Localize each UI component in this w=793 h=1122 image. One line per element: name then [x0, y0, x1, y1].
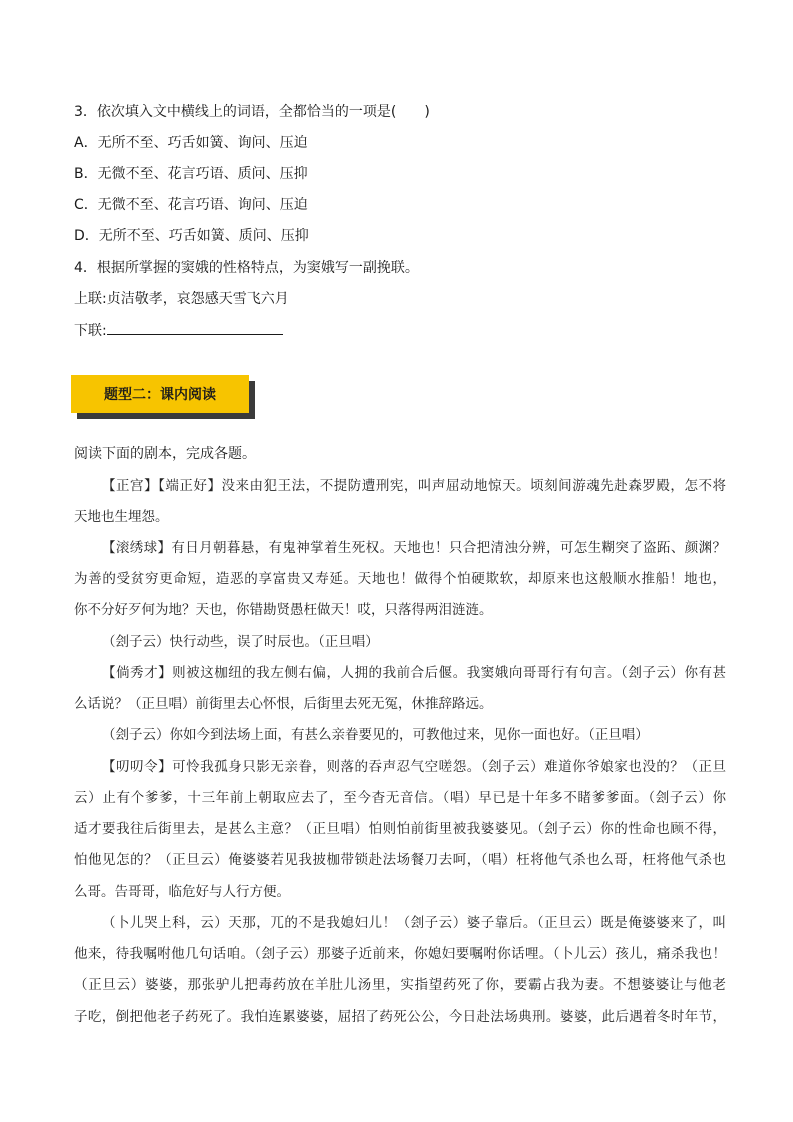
script-line: 他来，待我嘱咐他几句话咱。（刽子云）那婆子近前来，你媳妇要嘱咐你话哩。（卜儿云）孩儿，痛杀我也！ [74, 946, 726, 962]
lower-couplet-label: 下联: [74, 323, 107, 339]
question-3: 3．依次填入文中横线上的词语，全都恰当的一项是( ) [74, 104, 430, 120]
option-d: D．无所不至、巧舌如簧、质问、压抑 [74, 228, 309, 244]
question-4: 4．根据所掌握的窦娥的性格特点，为窦娥写一副挽联。 [74, 260, 419, 276]
script-line: 么话说？（正旦唱）前街里去心怀恨，后街里去死无冤，休推辞路远。 [74, 696, 493, 712]
lower-couplet [74, 320, 283, 341]
script-line: 【正宫】【端正好】没来由犯王法，不提防遭刑宪，叫声屈动地惊天。顷刻间游魂先赴森罗殿，怎不将 [102, 478, 726, 494]
script-line: （刽子云）快行动些，误了时辰也。（正旦唱） [102, 634, 379, 650]
script-line: 【倘秀才】则被这枷纽的我左侧右偏，人拥的我前合后偃。我窦娥向哥哥行有句言。（刽子云）你有甚 [102, 665, 726, 681]
script-line: 适才要我往后街里去，是甚么主意？（正旦唱）怕则怕前街里被我婆婆见。（刽子云）你的性命也顾不得， [74, 821, 726, 837]
banner-label: 题型二：课内阅读 [104, 387, 216, 403]
script-line: 么哥。告哥哥，临危好与人行方便。 [74, 884, 290, 900]
option-a: A．无所不至、巧舌如簧、询问、压迫 [74, 135, 308, 151]
script-line: 云）止有个爹爹，十三年前上朝取应去了，至今杳无音信。（唱）早已是十年多不睹爹爹面。（刽子云）你 [74, 790, 726, 806]
script-line: （正旦云）婆婆，那张驴儿把毒药放在羊肚儿汤里，实指望药死了你，要霸占我为妻。不想婆婆让与他老 [74, 977, 726, 993]
script-line: 你不分好歹何为地？天也，你错勘贤愚枉做天！哎，只落得两泪涟涟。 [74, 602, 493, 618]
script-line: 【滚绣球】有日月朝暮悬，有鬼神掌着生死权。天地也！只合把清浊分辨，可怎生糊突了盗跖、颜渊？ [102, 540, 726, 556]
script-line: （卜儿哭上科，云）天那，兀的不是我媳妇儿！（刽子云）婆子靠后。（正旦云）既是俺婆婆来了，叫 [102, 915, 726, 931]
script-line: 天地也生埋怨。 [74, 509, 169, 525]
upper-couplet: 上联:贞洁敬孝，哀怨感天雪飞六月 [74, 291, 289, 307]
option-c: C．无微不至、花言巧语、询问、压迫 [74, 197, 308, 213]
script-line: 【叨叨令】可怜我孤身只影无亲眷，则落的吞声忍气空嗟怨。（刽子云）难道你爷娘家也没的？（正旦 [102, 759, 726, 775]
script-line: 为善的受贫穷更命短，造恶的享富贵又寿延。天地也！做得个怕硬欺软，却原来也这般顺水推船！地也， [74, 571, 726, 587]
section-banner [71, 375, 257, 421]
script-line: 怕他见怎的？（正旦云）俺婆婆若见我披枷带锁赴法场餐刀去呵，（唱）枉将他气杀也么哥，枉将他气杀也 [74, 852, 726, 868]
option-b: B．无微不至、花言巧语、质问、压抑 [74, 166, 308, 182]
reading-intro: 阅读下面的剧本，完成各题。 [74, 446, 256, 462]
script-line: （刽子云）你如今到法场上面，有甚么亲眷要见的，可教他过来，见你一面也好。（正旦唱） [102, 727, 649, 743]
script-line: 子吃，倒把他老子药死了。我怕连累婆婆，屈招了药死公公，今日赴法场典刑。婆婆，此后遇着冬时年节， [74, 1009, 726, 1025]
answer-blank-line [107, 320, 283, 335]
